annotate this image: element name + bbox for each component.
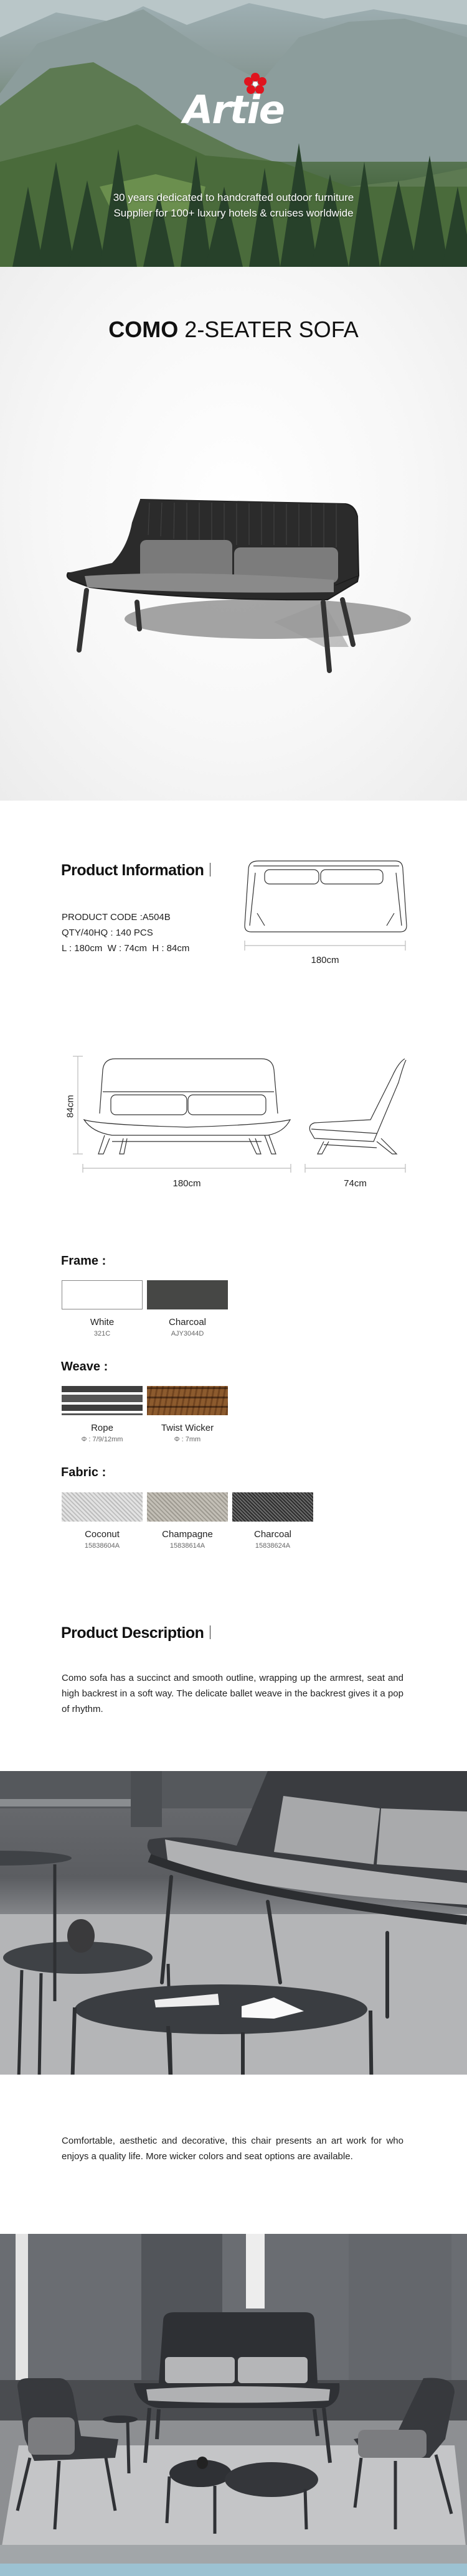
front-view-width-label: 180cm	[172, 1178, 201, 1189]
fabric-option-name: Champagne	[162, 1529, 213, 1540]
product-hero-section	[0, 267, 467, 801]
fabric-option-code: 15838624A	[255, 1542, 291, 1550]
description-paragraph-2: Comfortable, aesthetic and decorative, this chair presents an art work for who enjoys a quality life. More wicker colors and seat options are available.	[62, 2136, 403, 2162]
description-paragraph-1: Como sofa has a succinct and smooth outline, wrapping up the armrest, seat and high backrest in a soft way. The delicate ballet weave in the backrest gives it a pop of rhythm.	[62, 1673, 403, 1714]
fabric-heading: Fabric :	[61, 1466, 106, 1479]
side-view-depth-label: 74cm	[344, 1178, 367, 1189]
weave-heading: Weave :	[61, 1360, 108, 1374]
weave-option-name: Twist Wicker	[161, 1423, 214, 1433]
vase	[67, 1919, 95, 1953]
sofa-and-tables-scene	[0, 1771, 467, 2075]
frame-heading: Frame :	[61, 1254, 106, 1268]
weave-swatch-twist-wicker[interactable]	[147, 1386, 228, 1415]
weave-option-code: Φ : 7mm	[174, 1436, 201, 1443]
hero-banner	[0, 0, 467, 267]
sofa-product-image	[0, 267, 467, 801]
frame-swatch-charcoal[interactable]	[147, 1280, 228, 1309]
fabric-option-name: Charcoal	[253, 1529, 292, 1540]
weave-option-code: Φ : 7/9/12mm	[81, 1436, 123, 1443]
product-information-heading: Product Information	[61, 862, 210, 880]
fabric-swatch-charcoal[interactable]	[232, 1492, 313, 1522]
frame-swatch-white[interactable]	[62, 1280, 143, 1309]
fabric-option-code: 15838604A	[84, 1542, 120, 1550]
front-view-height-label: 84cm	[65, 1095, 76, 1118]
patio-lounge-scene	[0, 2234, 467, 2576]
lifestyle-photo-patio	[0, 2234, 467, 2576]
frame-option-name: Charcoal	[168, 1317, 207, 1328]
top-view-width-label: 180cm	[311, 955, 339, 965]
tagline-line-2: Supplier for 100+ luxury hotels & cruises worldwide	[113, 207, 354, 219]
fabric-option-code: 15838614A	[169, 1542, 205, 1550]
frame-option-code: AJY3044D	[171, 1330, 204, 1337]
lifestyle-photo-closeup	[0, 1771, 467, 2075]
fabric-swatch-champagne[interactable]	[147, 1492, 228, 1522]
pool-water	[0, 2564, 467, 2576]
weave-option-name: Rope	[91, 1423, 113, 1433]
frame-option-code: 321C	[93, 1330, 111, 1337]
fabric-swatch-coconut[interactable]	[62, 1492, 143, 1522]
brand-logo: Artie	[183, 87, 284, 133]
product-description-heading: Product Description	[61, 1624, 210, 1642]
product-code: PRODUCT CODE :A504B	[62, 912, 171, 923]
weave-swatch-rope[interactable]	[62, 1386, 143, 1415]
top-view-drawing	[240, 857, 411, 954]
qty-per-container: QTY/40HQ : 140 PCS	[62, 928, 153, 938]
frame-option-name: White	[90, 1317, 115, 1328]
mountain-landscape-image	[0, 0, 467, 267]
fabric-option-name: Coconut	[85, 1529, 120, 1540]
tagline-line-1: 30 years dedicated to handcrafted outdoor furniture	[113, 192, 354, 203]
product-name-bold: COMO	[108, 317, 179, 342]
dimensions: L : 180cm W : 74cm H : 84cm	[62, 943, 190, 954]
product-name-rest: 2-SEATER SOFA	[178, 317, 359, 342]
front-side-view-drawing	[62, 1051, 417, 1179]
